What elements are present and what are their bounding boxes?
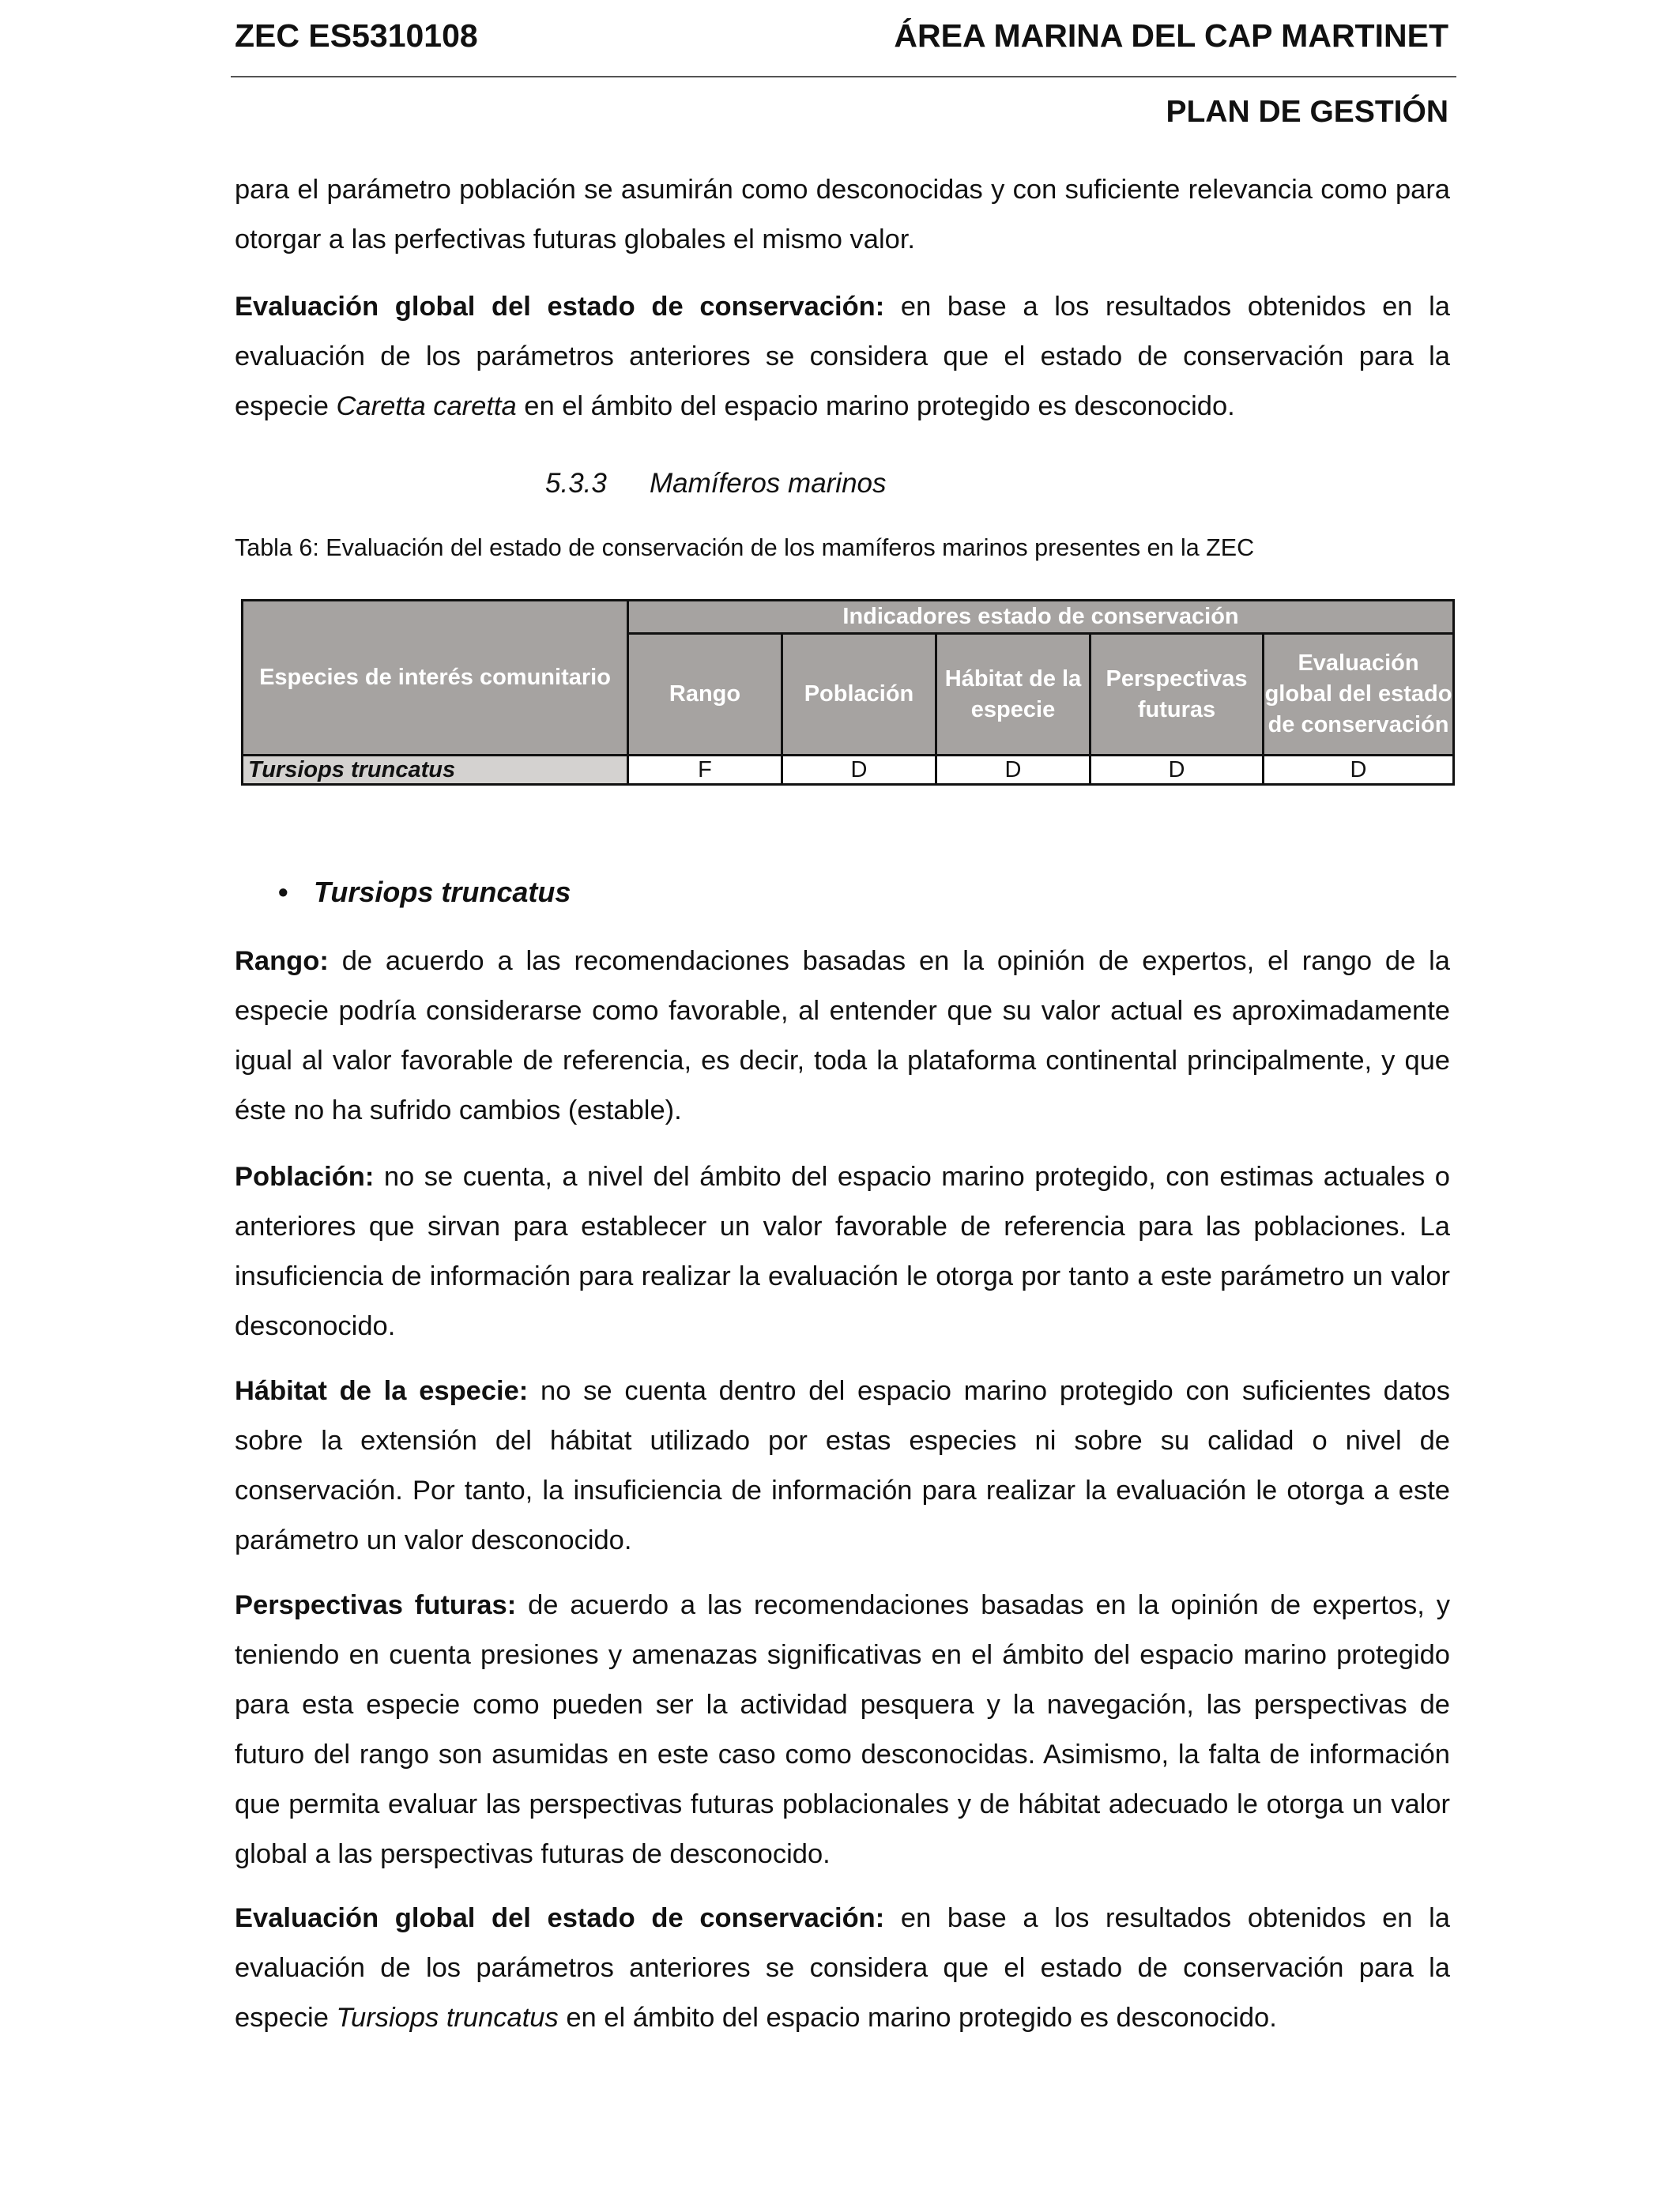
row-evaluacion-global: D	[1264, 756, 1454, 785]
bullet-species: Tursiops truncatus	[314, 876, 571, 908]
poblacion-label: Población:	[235, 1162, 375, 1192]
poblacion-text: no se cuenta, a nivel del ámbito del espacio marino protegido, con estimas actuales o anteriores que sirvan para establecer un valor favorable de referencia para las poblaciones. La insuficiencia de información para realizar la evaluación le otorga por tanto a este parámetro un valor desconocido.	[235, 1162, 1450, 1341]
perspectivas-paragraph	[235, 1581, 1450, 1879]
header-right: ÁREA MARINA DEL CAP MARTINET	[894, 17, 1448, 54]
table-caption: Tabla 6: Evaluación del estado de conservación de los mamíferos marinos presentes en la ZEC	[235, 534, 1255, 561]
col-poblacion: Población	[782, 634, 936, 756]
row-poblacion: D	[782, 756, 936, 785]
table-row	[243, 756, 1454, 785]
section-title: Mamíferos marinos	[650, 468, 887, 499]
header-left: ZEC ES5310108	[235, 17, 478, 54]
eval-prev-text-after: en el ámbito del espacio marino protegido es desconocido.	[516, 391, 1235, 421]
header-subtitle: PLAN DE GESTIÓN	[1166, 95, 1448, 129]
habitat-label: Hábitat de la especie:	[235, 1376, 529, 1406]
eval-prev-paragraph	[235, 282, 1450, 432]
eval-final-paragraph	[235, 1894, 1450, 2043]
habitat-text: no se cuenta dentro del espacio marino protegido con suficientes datos sobre la extensión del hábitat utilizado por estas especies ni sobre su calidad o nivel de conservación. Por tanto, la insuficiencia de información para realizar la evaluación le otorga a este parámetro un valor desconocido.	[235, 1376, 1450, 1555]
col-habitat: Hábitat de la especie	[936, 634, 1090, 756]
col-evaluacion-global: Evaluación global del estado de conservación	[1264, 634, 1454, 756]
row-rango: F	[628, 756, 782, 785]
rango-text: de acuerdo a las recomendaciones basadas en la opinión de expertos, el rango de la especie podría considerarse como favorable, al entender que su valor actual es aproximadamente igual al valor favorable de referencia, es decir, toda la plataforma continental principalmente, y que éste no ha sufrido cambios (estable).	[235, 946, 1450, 1125]
eval-prev-species: Caretta caretta	[336, 391, 517, 421]
intro-paragraph: para el parámetro población se asumirán como desconocidas y con suficiente relevancia como para otorgar a las perfectivas futuras globales el mismo valor.	[235, 175, 1450, 254]
species-header: Especies de interés comunitario	[243, 601, 628, 756]
col-perspectivas: Perspectivas futuras	[1090, 634, 1264, 756]
eval-final-label: Evaluación global del estado de conservación:	[235, 1903, 885, 1933]
eval-final-text-before: en base a los resultados obtenidos en la evaluación de los parámetros anteriores se considera que el estado de conservación para la especie	[235, 1903, 1450, 2033]
eval-final-text-after: en el ámbito del espacio marino protegido es desconocido.	[558, 2003, 1277, 2033]
row-perspectivas: D	[1090, 756, 1264, 785]
bullet-dot-icon: •	[278, 876, 288, 908]
row-habitat: D	[936, 756, 1090, 785]
header-rule	[231, 76, 1456, 77]
poblacion-paragraph	[235, 1152, 1450, 1351]
rango-label: Rango:	[235, 946, 329, 976]
col-rango: Rango	[628, 634, 782, 756]
perspectivas-text: de acuerdo a las recomendaciones basadas en la opinión de expertos, y teniendo en cuenta presiones y amenazas significativas en el ámbito del espacio marino protegido para esta especie como pueden ser la actividad pesquera y la navegación, las perspectivas de futuro del rango son asumidas en este caso como desconocidas. Asimismo, la falta de información que permita evaluar las perspectivas futuras poblacionales y de hábitat adecuado le otorga un valor global a las perspectivas futuras de desconocido.	[235, 1590, 1450, 1869]
group-header: Indicadores estado de conservación	[628, 601, 1454, 634]
habitat-paragraph	[235, 1367, 1450, 1566]
perspectivas-label: Perspectivas futuras:	[235, 1590, 517, 1620]
rango-paragraph	[235, 937, 1450, 1136]
section-heading	[545, 468, 887, 499]
eval-final-species: Tursiops truncatus	[336, 2003, 559, 2033]
eval-prev-text-before: en base a los resultados obtenidos en la evaluación de los parámetros anteriores se considera que el estado de conservación para la especie	[235, 292, 1450, 421]
eval-prev-label: Evaluación global del estado de conservación:	[235, 292, 885, 322]
row-species: Tursiops truncatus	[243, 756, 628, 785]
conservation-table	[241, 599, 1455, 786]
section-number: 5.3.3	[545, 468, 607, 499]
species-bullet	[278, 876, 571, 909]
